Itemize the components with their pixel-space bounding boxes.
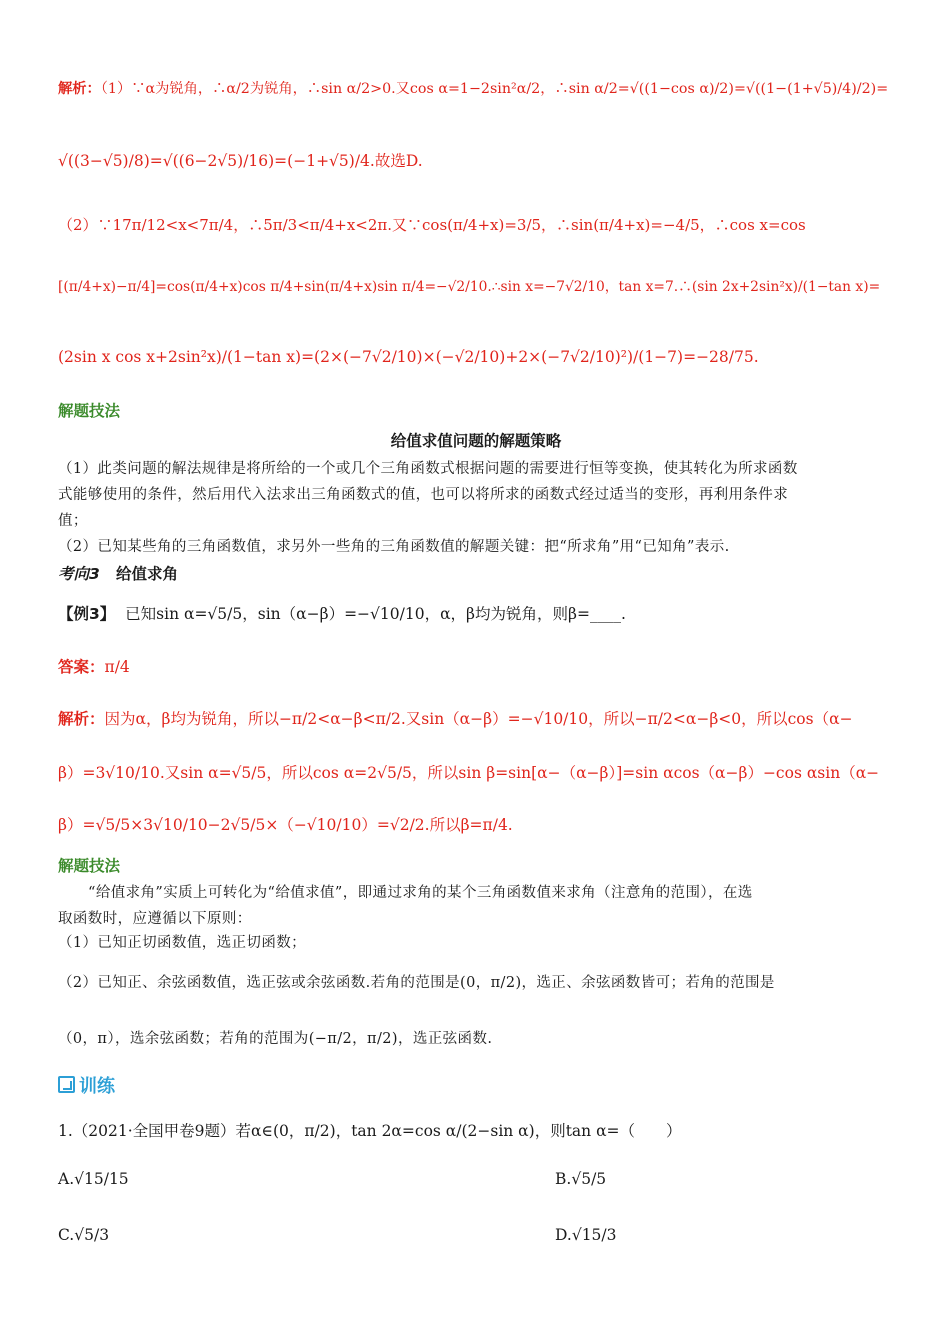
- question-1: 1.（2021·全国甲卷9题）若α∈(0，π/2)，tan 2α=cos α/(2−sin α)，则tan α=（ ）: [58, 1122, 682, 1140]
- training-label: 训练: [79, 1076, 115, 1097]
- example-tag: 【例3】: [58, 605, 116, 623]
- analysis-line-3: （2）∵17π/12<x<7π/4，∴5π/3<π/4+x<2π.又∵cos(π/4+x)=3/5，∴sin(π/4+x)=−4/5，∴cos x=cos: [58, 216, 806, 234]
- tips3-paragraph-0a: “给值求角”实质上可转化为“给值求值”，即通过求角的某个三角函数值来求角（注意角的范围），在选: [88, 885, 753, 901]
- analysis3-line-2: β）=3√10/10.又sin α=√5/5，所以cos α=2√5/5，所以sin β=sin[α−（α−β）]=sin αcos（α−β）−cos αsin（α−: [58, 764, 880, 782]
- analysis-line-5: (2sin x cos x+2sin²x)/(1−tan x)=(2×(−7√2/10)×(−√2/10)+2×(−7√2/10)²)/(1−7)=−28/75.: [58, 348, 759, 366]
- analysis-line-1: [58, 78, 888, 100]
- tips3-heading: 解题技法: [58, 857, 121, 875]
- answer-label: 答案：: [58, 658, 105, 676]
- tips-title: 给值求值问题的解题策略: [390, 432, 562, 450]
- analysis-label: 解析：: [58, 81, 101, 97]
- tips3-paragraph-0b: 取函数时，应遵循以下原则：: [58, 911, 252, 927]
- direction-title: 给值求角: [116, 565, 179, 583]
- analysis-line-4: [(π/4+x)−π/4]=cos(π/4+x)cos π/4+sin(π/4+x)sin π/4=−√2/10.∴sin x=−7√2/10，tan x=7.∴(sin 2x+2sin²x)/(1−tan x)=: [58, 279, 881, 295]
- exercise-icon: [58, 1076, 75, 1093]
- tips-paragraph-1c: 值；: [58, 513, 88, 529]
- example-line: [58, 603, 626, 625]
- tips-paragraph-1b: 式能够使用的条件，然后用代入法求出三角函数式的值，也可以将所求的函数式经过适当的变形，再利用条件求: [58, 487, 789, 503]
- analysis3-line-3: β）=√5/5×3√10/10−2√5/5×（−√10/10）=√2/2.所以β=π/4.: [58, 816, 513, 834]
- example-text: 已知sin α=√5/5，sin（α−β）=−√10/10，α，β均为锐角，则β=____.: [125, 605, 626, 623]
- option-b[interactable]: [555, 1170, 606, 1188]
- tips3-paragraph-3: （0，π），选余弦函数；若角的范围为(−π/2，π/2)，选正弦函数.: [58, 1031, 493, 1047]
- analysis-text: （1）∵α为锐角，∴α/2为锐角，∴sin α/2>0.又cos α=1−2sin²α/2，∴sin α/2=√((1−cos α)/2)=√((1−(1+√5)/4)/2)=: [100, 81, 889, 97]
- tips-paragraph-2: （2）已知某些角的三角函数值，求另外一些角的三角函数值的解题关键：把“所求角”用“已知角”表示.: [58, 539, 730, 555]
- tips3-paragraph-1: （1）已知正切函数值，选正切函数；: [58, 935, 307, 951]
- option-a-label: A.: [58, 1170, 75, 1188]
- analysis3-line-1: [58, 708, 853, 730]
- answer-line: [58, 656, 130, 678]
- analysis-line-2: √((3−√5)/8)=√((6−2√5)/16)=(−1+√5)/4.故选D.: [58, 152, 423, 170]
- answer-value: π/4: [104, 658, 130, 676]
- option-b-label: B.: [555, 1170, 572, 1188]
- option-c[interactable]: [58, 1226, 109, 1244]
- option-c-label: C.: [58, 1226, 75, 1244]
- tips-paragraph-1a: （1）此类问题的解法规律是将所给的一个或几个三角函数式根据问题的需要进行恒等变换，使其转化为所求函数: [58, 461, 798, 477]
- option-b-value: √5/5: [571, 1170, 607, 1188]
- direction-label: 考向3: [58, 565, 100, 583]
- option-a[interactable]: [58, 1170, 129, 1188]
- option-d[interactable]: [555, 1226, 617, 1244]
- direction-heading: [58, 563, 178, 585]
- option-d-label: D.: [555, 1226, 572, 1244]
- tips3-paragraph-2: （2）已知正、余弦函数值，选正弦或余弦函数.若角的范围是(0，π/2)，选正、余弦函数皆可；若角的范围是: [58, 975, 775, 991]
- analysis3-label: 解析：: [58, 710, 105, 728]
- option-a-value: √15/15: [74, 1170, 129, 1188]
- training-heading: [58, 1076, 115, 1098]
- option-c-value: √5/3: [74, 1226, 110, 1244]
- analysis3-text-1: 因为α，β均为锐角，所以−π/2<α−β<π/2.又sin（α−β）=−√10/10，所以−π/2<α−β<0，所以cos（α−: [104, 710, 853, 728]
- option-d-value: √15/3: [571, 1226, 617, 1244]
- tips-heading: 解题技法: [58, 402, 121, 420]
